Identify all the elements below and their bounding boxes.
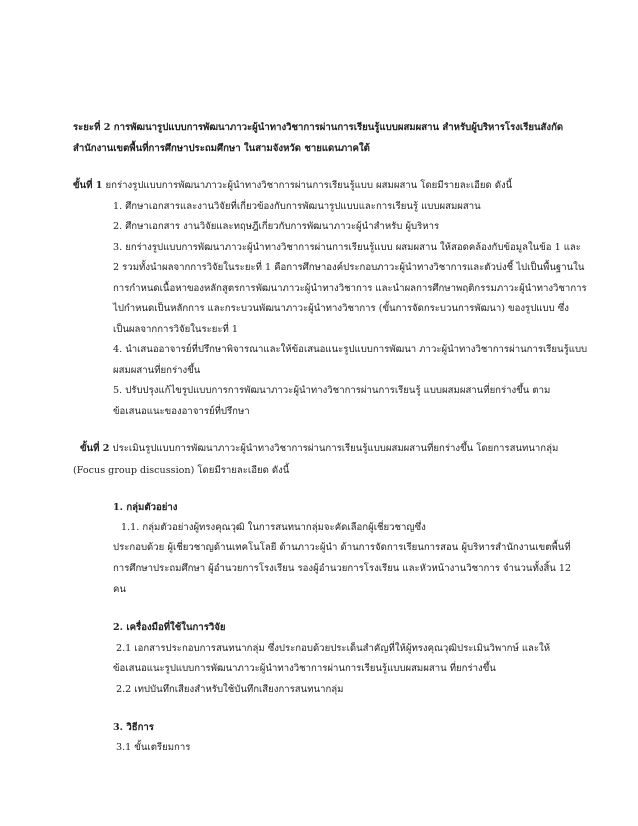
step-2-text-line-2: (Focus group discussion) โดยมีรายละเอียด ดังนี้ — [73, 465, 290, 476]
step-1-item: 4. นำเสนออาจารย์ที่ปรึกษาพิจารณาและให้ข้อเสนอแนะรูปแบบการพัฒนา ภาวะผู้นำทางวิชาการผ่านการเรียนรู้แบบ — [113, 344, 588, 355]
phase-title-line-1: ระยะที่ 2 การพัฒนารูปแบบการพัฒนาภาวะผู้นำทางวิชาการผ่านการเรียนรู้แบบผสมผสาน สำหรับผู้บริหารโรงเรียนสังกัด — [73, 122, 564, 133]
section-3-heading: 3. วิธีการ — [113, 722, 154, 733]
section-1-line: คน — [113, 584, 126, 595]
step-2-heading — [80, 441, 558, 456]
step-1-text: ยกร่างรูปแบบการพัฒนาภาวะผู้นำทางวิชาการผ่านการเรียนรู้แบบ ผสมผสาน โดยมีรายละเอียด ดังนี้ — [105, 180, 513, 191]
section-2-line: 2.2 เทปบันทึกเสียงสำหรับใช้บันทึกเสียงการสนทนากลุ่ม — [116, 684, 344, 695]
step-2-text: ประเมินรูปแบบการพัฒนาภาวะผู้นำทางวิชาการผ่านการเรียนรู้แบบผสมผสานที่ยกร่างขึ้น โดยการสนทนากลุ่ม — [112, 443, 559, 454]
section-2-line: 2.1 เอกสารประกอบการสนทนากลุ่ม ซึ่งประกอบด้วยประเด็นสำคัญที่ให้ผู้ทรงคุณวุฒิประเมินวิพากษ์ และให้ — [116, 643, 551, 654]
phase-title-line-2: สำนักงานเขตพื้นที่การศึกษาประถมศึกษา ในสามจังหวัด ชายแดนภาคใต้ — [73, 143, 370, 154]
step-1-heading — [73, 178, 512, 193]
step-1-item: การกำหนดเนื้อหาของหลักสูตรการพัฒนาภาวะผู้นำทางวิชาการ และนำผลการศึกษาพฤติกรรมภาวะผู้นำทางวิชาการ — [113, 283, 587, 294]
step-1-item: 5. ปรับปรุงแก้ไขรูปแบบการการพัฒนาภาวะผู้นำทางวิชาการผ่านการเรียนรู้ แบบผสมผสานที่ยกร่างขึ้น ตาม — [113, 385, 551, 396]
step-1-item: 1. ศึกษาเอกสารและงานวิจัยที่เกี่ยวข้องกับการพัฒนารูปแบบและการเรียนรู้ แบบผสมผสาน — [113, 201, 481, 212]
step-1-item: ไปกำหนดเป็นหลักการ และกระบวนพัฒนาภาวะผู้นำทางวิชาการ (ขั้นการจัดกระบวนการพัฒนา) ของรูปแบบ ซึ่ง — [113, 303, 569, 314]
section-1-line: การศึกษาประถมศึกษา ผู้อำนวยการโรงเรียน รองผู้อำนวยการโรงเรียน และหัวหน้างานวิชาการ จำนวนทั้งสิ้น 12 — [113, 563, 572, 574]
step-1-item: ข้อเสนอแนะของอาจารย์ที่ปรึกษา — [113, 406, 250, 417]
step-1-item: 2 รวมทั้งนำผลจากการวิจัยในระยะที่ 1 คือการศึกษาองค์ประกอบภาวะผู้นำทางวิชาการและตัวบ่งชี้ ไปเป็นพื้นฐานใน — [113, 262, 585, 273]
step-1-item: 3. ยกร่างรูปแบบการพัฒนาภาวะผู้นำทางวิชาการผ่านการเรียนรู้แบบ ผสมผสาน ให้สอดคล้องกับข้อมูลในข้อ 1 และ — [113, 242, 581, 253]
section-1-line: 1.1. กลุ่มตัวอย่างผู้ทรงคุณวุฒิ ในการสนทนากลุ่มจะคัดเลือกผู้เชี่ยวชาญซึ่ง — [121, 522, 426, 533]
section-2-line: ข้อเสนอแนะรูปแบบการพัฒนาภาวะผู้นำทางวิชาการผ่านการเรียนรู้แบบผสมผสาน ที่ยกร่างขึ้น — [113, 663, 496, 674]
step-1-item: ผสมผสานที่ยกร่างขึ้น — [113, 365, 201, 376]
step-1-item: 2. ศึกษาเอกสาร งานวิจัยและทฤษฎีเกี่ยวกับการพัฒนาภาวะผู้นำสำหรับ ผู้บริหาร — [113, 221, 440, 232]
step-1-item: เป็นผลจากการวิจัยในระยะที่ 1 — [113, 324, 239, 335]
step-2-label: ขั้นที่ 2 — [80, 443, 110, 454]
section-1-line: ประกอบด้วย ผู้เชี่ยวชาญด้านเทคโนโลยี ด้านภาวะผู้นำ ด้านการจัดการเรียนการสอน ผู้บริหารสำนักงานเขตพื้นที่ — [113, 542, 571, 553]
section-3-line: 3.1 ขั้นเตรียมการ — [116, 742, 191, 753]
section-1-heading: 1. กลุ่มตัวอย่าง — [113, 502, 178, 513]
step-1-label: ขั้นที่ 1 — [73, 180, 103, 191]
section-2-heading: 2. เครื่องมือที่ใช้ในการวิจัย — [113, 622, 226, 633]
